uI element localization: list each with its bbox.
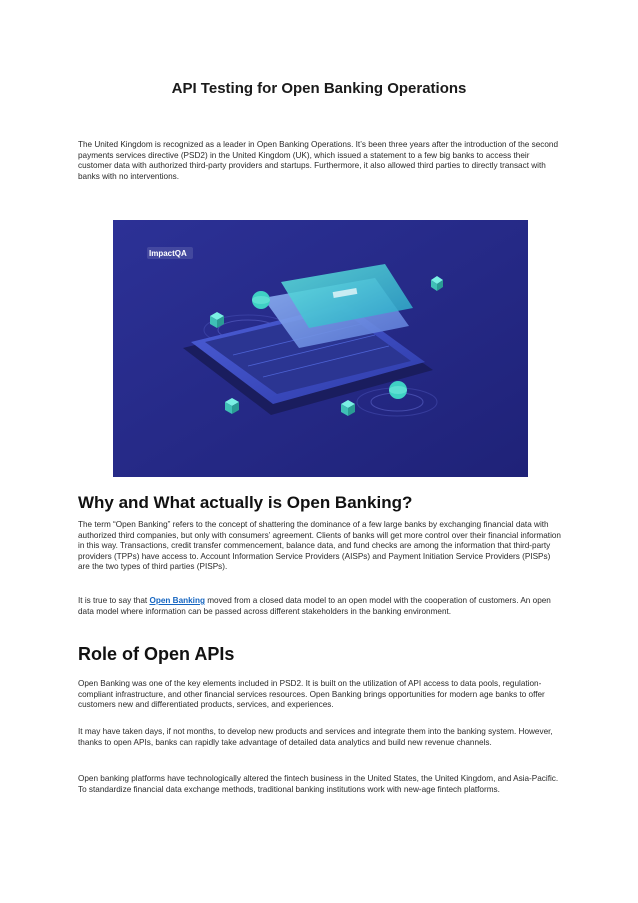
banking-illustration (113, 220, 528, 477)
section2-paragraph-2: It may have taken days, if not months, to develop new products and services and integrate them into the banking system. However, thanks to open APIs, banks can rapidly take advantage of detailed data analytics and build new revenue channels. (78, 727, 553, 747)
svg-text:ImpactQA: ImpactQA (149, 249, 187, 258)
impactqa-logo (147, 247, 193, 259)
section-heading-open-banking: Why and What actually is Open Banking? (78, 493, 413, 512)
section1-paragraph-1: The term “Open Banking” refers to the concept of shattering the dominance of a few large banks by exchanging financial data with authorized third companies, but only with consumers’ agreement. Clients of banks will get more control over their financial information in this way. Transactions, credit transfer commencement, balance data, and fund checks are among the information that third-party providers (TPPs) have access to. Account Information Service Providers (AISPs) and Payment Initiation Service Providers (PISPs) are the two types of third parties (PISPs). (78, 520, 561, 572)
text-span: It is true to say that (78, 596, 150, 605)
section2-paragraph-1: Open Banking was one of the key elements included in PSD2. It is built on the utilization of API access to data pools, regulation-compliant infrastructure, and other financial services resources. Open Banking brings opportunities for modern age banks to offer customers new and differentiated products, services, and experiences. (78, 679, 545, 710)
page-title: API Testing for Open Banking Operations (171, 80, 467, 97)
open-banking-link[interactable]: Open Banking (149, 596, 205, 605)
text-span: moved from a closed data model to an open model with the cooperation of customers. An open data model where information can be passed across different stakeholders in the banking environment. (78, 596, 551, 616)
section1-paragraph-2 (78, 596, 562, 617)
section2-paragraph-3: Open banking platforms have technologically altered the fintech business in the United States, the United Kingdom, and Asia-Pacific. To standardize financial data exchange methods, traditional banking institutions work with new-age fintech platforms. (78, 774, 559, 794)
hero-illustration (113, 220, 528, 477)
section-heading-open-apis: Role of Open APIs (78, 644, 235, 664)
intro-paragraph: The United Kingdom is recognized as a leader in Open Banking Operations. It’s been three years after the introduction of the second payments services directive (PSD2) in the United Kingdom (UK), which issued a statement to a few big banks to access their customer data with authorized third-party providers and startups. Furthermore, it also allowed third parties to directly transact with banks with no interventions. (78, 140, 559, 181)
